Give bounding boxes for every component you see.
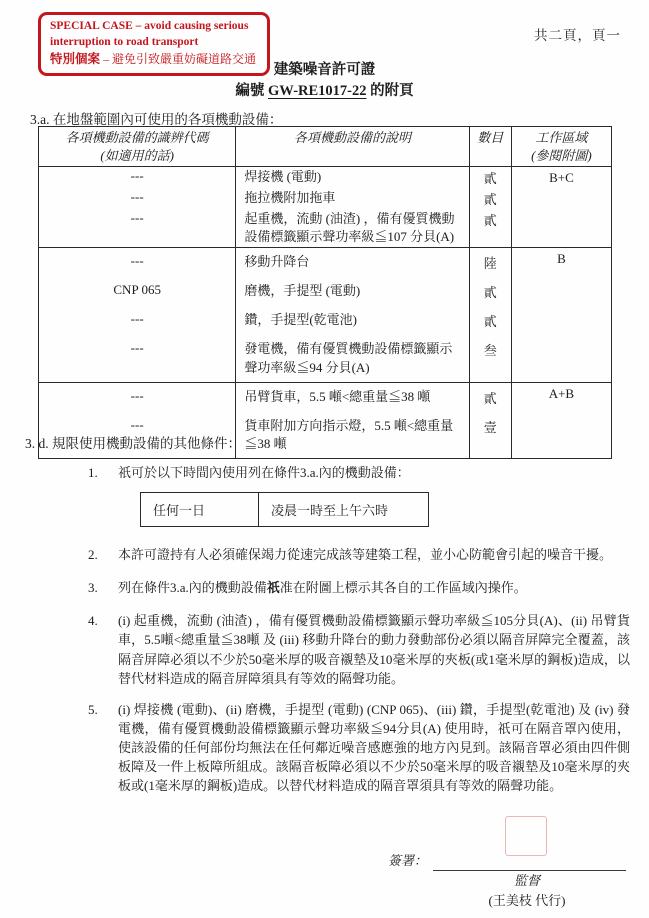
equip-work-area: A+B bbox=[511, 382, 611, 458]
equip-code: --- bbox=[39, 335, 236, 382]
condition-number: 4. bbox=[88, 613, 98, 629]
condition-2 bbox=[88, 545, 630, 564]
equipment-group-2 bbox=[39, 248, 612, 382]
equip-qty: 貳 bbox=[469, 188, 511, 209]
equip-code: --- bbox=[39, 209, 236, 248]
permit-number: GW-RE1017-22 bbox=[267, 83, 367, 100]
special-case-chinese-text: 特別個案 – 避免引致嚴重妨礙道路交通 bbox=[50, 52, 257, 67]
title-line2: 編號 GW-RE1017-22 的附頁 bbox=[235, 83, 414, 100]
condition-text: 本許可證持有人必須確保竭力從速完成該等建築工程，並小心防範會引起的噪音干擾。 bbox=[118, 547, 613, 563]
equip-desc: 拖拉機附加拖車 bbox=[236, 188, 469, 209]
equip-code: --- bbox=[39, 412, 236, 459]
condition-number: 2. bbox=[88, 547, 98, 563]
title-line1: 建築噪音許可證 bbox=[273, 62, 376, 78]
equip-work-area: B+C bbox=[511, 167, 611, 248]
signature-line bbox=[433, 855, 626, 871]
equip-qty: 貳 bbox=[469, 167, 511, 189]
equip-qty: 貳 bbox=[469, 209, 511, 248]
header-code: 各項機動設備的識辨代碼 (如適用的話) bbox=[39, 127, 236, 167]
page-indicator: 共二頁，頁一 bbox=[534, 28, 621, 43]
permitted-hours-table bbox=[140, 492, 429, 527]
condition-text: 列在條件3.a.內的機動設備祇准在附圖上標示其各自的工作區域內操作。 bbox=[118, 580, 527, 596]
equipment-group-1 bbox=[39, 167, 612, 248]
header-description: 各項機動設備的說明 bbox=[236, 127, 469, 167]
section-3a-heading: 3.a. 在地盤範圍內可使用的各項機動設備： bbox=[30, 112, 283, 127]
equip-qty: 貳 bbox=[469, 306, 511, 335]
equipment-table bbox=[38, 126, 612, 459]
permitted-day: 任何一日 bbox=[141, 493, 259, 527]
table-row bbox=[39, 167, 612, 189]
equip-qty: 陸 bbox=[469, 248, 511, 278]
condition-text: (i) 焊接機 (電動)、(ii) 磨機，手提型 (電動) (CNP 065)、(iii) 鑽，手提型(乾電池) 及 (iv) 發電機，備有優質機動設備標籤顯示聲功率級≦94分貝(A) 使用時，祇可在隔音罩內使用，使該設備的任何部份均無法在任何鄰近噪音感應強的地方內見到。該隔音罩必須由四件側板障及一件上板障所組成。該隔音板障必須以不少於50毫米厚的吸音襯墊及10毫米厚的夾板或(1毫米厚的鋼板)造成。以替代材料造成的隔音罩須具有等效的隔聲功能。 bbox=[118, 701, 630, 794]
condition-1 bbox=[88, 463, 630, 482]
condition-text: (i) 起重機，流動 (油渣) ，備有優質機動設備標籤顯示聲功率級≦105分貝(A)、(ii) 吊臂貨車，5.5噸<總重量≦38噸 及 (iii) 移動升降台的動力發動部份必須以隔音屏障完全覆蓋，該隔音屏障必須以不少於50毫米厚的吸音襯墊及10毫米厚的夾板(或1毫米厚的鋼板)造成，以替代材料造成的隔音屏障須具有等效的隔聲功能。 bbox=[118, 613, 630, 686]
table-row bbox=[39, 382, 612, 412]
condition-5 bbox=[88, 700, 630, 796]
condition-4 bbox=[88, 611, 630, 687]
signature-label: 簽署： bbox=[388, 853, 428, 868]
equip-code: --- bbox=[39, 248, 236, 278]
equip-desc: 磨機，手提型 (電動) bbox=[236, 277, 469, 306]
equip-code: --- bbox=[39, 382, 236, 412]
equip-desc: 發電機，備有優質機動設備標籤顯示聲功率級≦94 分貝(A) bbox=[236, 335, 469, 382]
equip-work-area: B bbox=[511, 248, 611, 382]
condition-3 bbox=[88, 578, 630, 597]
permitted-hours: 凌晨一時至上午六時 bbox=[259, 493, 429, 527]
special-case-english-text: SPECIAL CASE – avoid causing serious interruption to road transport bbox=[50, 20, 249, 48]
condition-text: 祇可於以下時間內使用列在條件3.a.內的機動設備： bbox=[118, 465, 410, 480]
equip-desc: 貨車附加方向指示燈，5.5 噸<總重量≦38 噸 bbox=[236, 412, 469, 459]
equip-desc: 起重機，流動 (油渣) ，備有優質機動設備標籤顯示聲功率級≦107 分貝(A) bbox=[236, 209, 469, 248]
condition-number: 1. bbox=[88, 465, 98, 480]
equip-code: --- bbox=[39, 167, 236, 189]
equip-desc: 移動升降台 bbox=[236, 248, 469, 278]
equip-desc: 焊接機 (電動) bbox=[236, 167, 469, 189]
equip-code: --- bbox=[39, 306, 236, 335]
equip-code: --- bbox=[39, 188, 236, 209]
equip-code: CNP 065 bbox=[39, 277, 236, 306]
equip-qty: 壹 bbox=[469, 412, 511, 459]
condition-number: 3. bbox=[88, 580, 98, 596]
equip-qty: 叁 bbox=[469, 335, 511, 382]
equip-desc: 鑽，手提型(乾電池) bbox=[236, 306, 469, 335]
signatory-name: (王美枝 代行) bbox=[488, 892, 566, 908]
signature-block bbox=[388, 850, 626, 910]
table-row bbox=[39, 248, 612, 278]
header-quantity: 數目 bbox=[469, 127, 511, 167]
conditions-list bbox=[88, 463, 630, 809]
equip-qty: 貳 bbox=[469, 382, 511, 412]
equip-qty: 貳 bbox=[469, 277, 511, 306]
condition-number: 5. bbox=[88, 701, 98, 717]
header-work-area: 工作區域 (參閱附圖) bbox=[511, 127, 611, 167]
document-title bbox=[0, 60, 649, 102]
equipment-table-header bbox=[39, 127, 612, 167]
equip-desc: 吊臂貨車，5.5 噸<總重量≦38 噸 bbox=[236, 382, 469, 412]
signatory-title: 監督 bbox=[513, 873, 540, 888]
section-3d-heading: 3. d. 規限使用機動設備的其他條件： bbox=[25, 436, 241, 451]
